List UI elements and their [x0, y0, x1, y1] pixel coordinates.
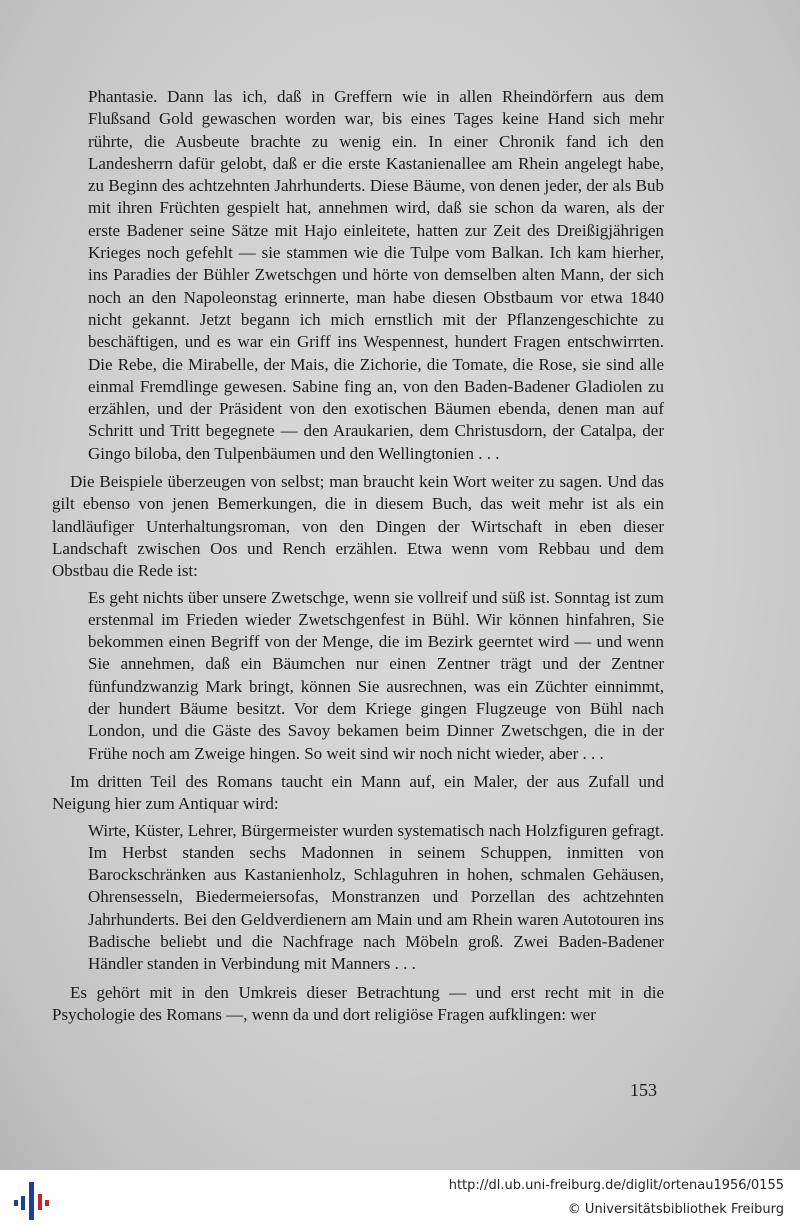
source-url-link[interactable]: http://dl.ub.uni-freiburg.de/diglit/ortenau1956/0155: [448, 1178, 784, 1193]
copyright-notice: © Universitätsbibliothek Freiburg: [567, 1202, 784, 1217]
quote-block-3: Wirte, Küster, Lehrer, Bürgermeister wurden systematisch nach Holzfiguren gefragt. Im Herbst standen sechs Madonnen in seinem Schuppen, inmitten von Barockschränken aus Kastanienholz, Schlaguhren in hohen, schmalen Gehäusen, Ohrensesseln, Biedermeiersofas, Monstranzen und Porzellan des achtzehnten Jahrhunderts. Bei den Geldverdienern am Main und am Rhein waren Autotouren ins Badische beliebt und die Nachfrage nach Möbeln groß. Zwei Baden-Badener Händler standen in Verbindung mit Manners . . .: [88, 820, 664, 974]
library-logo-icon: [12, 1178, 52, 1222]
page-text: [52, 86, 664, 1030]
quote-block-2: Es geht nichts über unsere Zwetschge, wenn sie vollreif und süß ist. Sonntag ist zum erstenmal im Frieden wieder Zwetschgenfest in Bühl. Wir können hinfahren, Sie bekommen einen Begriff von der Menge, die im Bezirk geerntet wird — und wenn Sie annehmen, daß ein Bäumchen nur einen Zentner trägt und der Zentner fünfundzwanzig Mark bringt, können Sie ausrechnen, was ein Züchter einnimmt, der hundert Bäume besitzt. Vor dem Kriege gingen Flugzeuge von Bühl nach London, und die Gäste des Savoy bekamen beim Dinner Zwetschgen, die in der Frühe noch am Zweige hingen. So weit sind wir noch nicht wieder, aber . . .: [88, 587, 664, 763]
body-paragraph-2: Im dritten Teil des Romans taucht ein Mann auf, ein Maler, der aus Zufall und Neigung hier zum Antiquar wird:: [52, 771, 664, 814]
body-paragraph-1: Die Beispiele überzeugen von selbst; man braucht kein Wort weiter zu sagen. Und das gilt ebenso von jenen Bemerkungen, die in diesem Buch, das weit mehr ist als ein landläufiger Unterhaltungsroman, von den Dingen der Wirtschaft in eben dieser Landschaft zwischen Oos und Rench erzählen. Etwa wenn vom Rebbau und dem Obstbau die Rede ist:: [52, 472, 664, 581]
page-number: 153: [630, 1080, 657, 1100]
footer-bar: [0, 1170, 800, 1226]
quote-block-1: Phantasie. Dann las ich, daß in Greffern wie in allen Rheindörfern aus dem Flußsand Gold gewaschen worden war, bis eines Tages keine Hand sich mehr rührte, die Ausbeute brachte zu wenig ein. In einer Chronik fand ich den Landesherrn dafür gelobt, daß er die erste Kastanienallee am Rhein angelegt habe, zu Beginn des achtzehnten Jahrhunderts. Diese Bäume, von denen jeder, der als Bub mit ihren Früchten gespielt hat, annehmen wird, daß sie schon da waren, als der erste Badener seine Sätze mit Hajo einleitete, hatten zur Zeit des Dreißigjährigen Krieges noch gefehlt — sie stammen wie die Tulpe vom Balkan. Ich kam hierher, ins Paradies der Bühler Zwetschgen und hörte von demselben alten Mann, der sich noch an den Napoleonstag erinnerte, man habe diesen Obstbaum vor etwa 1840 nicht gekannt. Jetzt begann ich mich ernstlich mit der Pflanzengeschichte zu beschäftigen, und es war ein Griff ins Wespennest, hundert Fragen entschwirrten. Die Rebe, die Mirabelle, der Mais, die Zichorie, die Tomate, die Rose, sie sind alle einmal Fremdlinge gewesen. Sabine fing an, von den Baden-Badener Gladiolen zu erzählen, und der Präsident von den exotischen Bäumen ebenda, denen man auf Schritt und Tritt begegnete — den Araukarien, dem Christusdorn, der Catalpa, der Gingo biloba, den Tulpenbäumen und den Wellingtonien . . .: [88, 87, 664, 463]
body-paragraph-3: Es gehört mit in den Umkreis dieser Betrachtung — und erst recht mit in die Psychologie des Romans —, wenn da und dort religiöse Fragen aufklingen: wer: [52, 982, 664, 1024]
